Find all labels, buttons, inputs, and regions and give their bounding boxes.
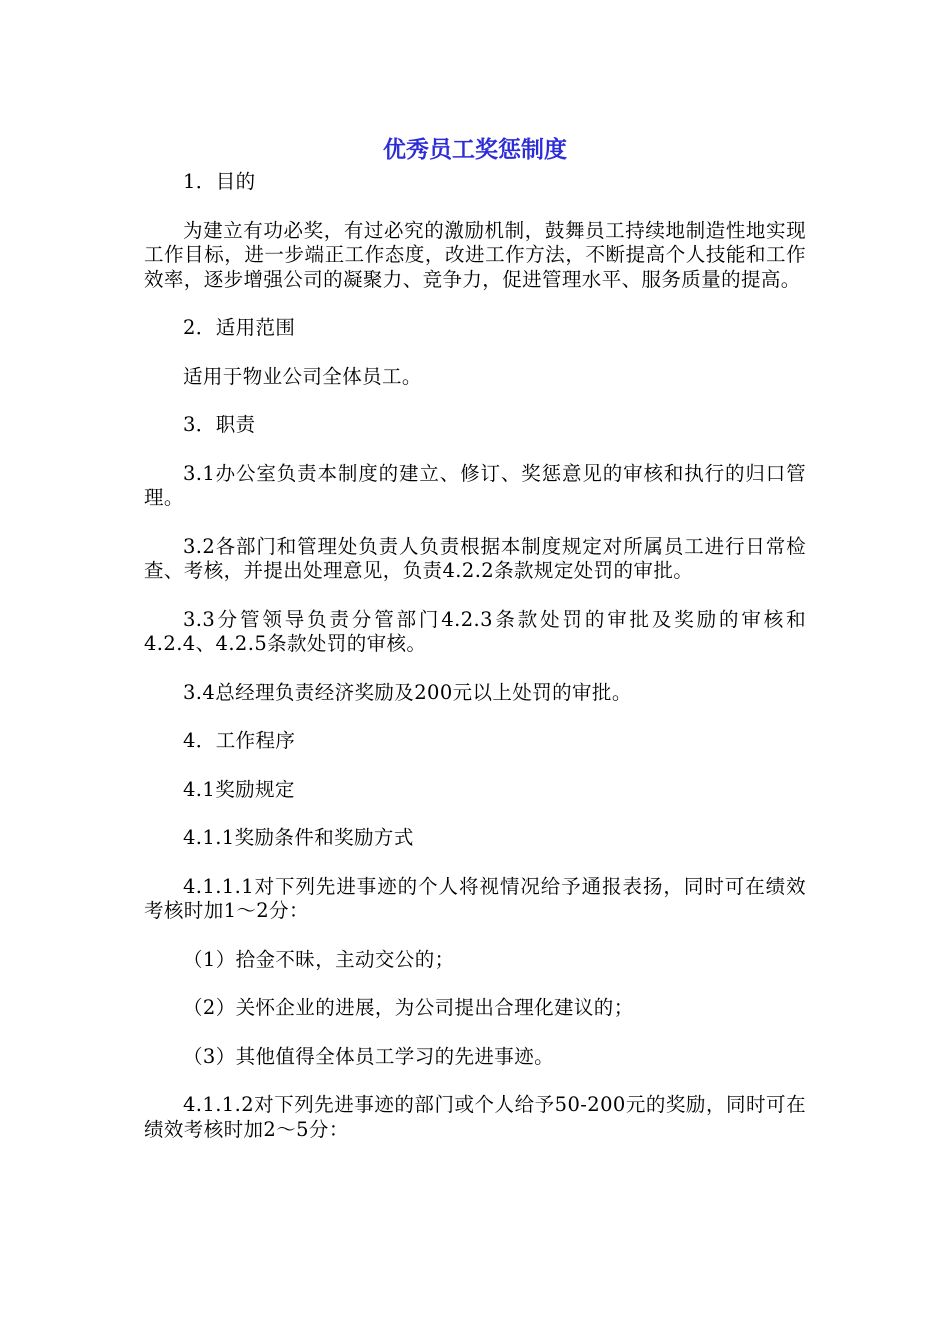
subsection-heading-rewards: 4.1奖励规定 (183, 777, 295, 801)
paragraph-duty-3-1: 3.1办公室负责本制度的建立、修订、奖惩意见的审核和执行的归口管理。 (144, 461, 806, 509)
paragraph-duty-3-3: 3.3分管领导负责分管部门4.2.3条款处罚的审批及奖励的审核和4.2.4、4.2.5条款处罚的审核。 (144, 607, 806, 655)
paragraph-scope: 适用于物业公司全体员工。 (183, 364, 422, 388)
paragraph-reward-4-1-1-2: 4.1.1.2对下列先进事迹的部门或个人给予50-200元的奖励，同时可在绩效考核时加2～5分： (144, 1093, 806, 1141)
paragraph-duty-3-2: 3.2各部门和管理处负责人负责根据本制度规定对所属员工进行日常检查、考核，并提出处理意见，负责4.2.2条款规定处罚的审批。 (144, 534, 806, 582)
paragraph-reward-4-1-1-1: 4.1.1.1对下列先进事迹的个人将视情况给予通报表扬，同时可在绩效考核时加1～2分： (144, 874, 806, 922)
list-item-reward-2: （2）关怀企业的进展，为公司提出合理化建议的； (183, 996, 634, 1019)
paragraph-duty-3-4: 3.4总经理负责经济奖励及200元以上处罚的审批。 (183, 680, 632, 704)
document-title: 优秀员工奖惩制度 (383, 137, 567, 163)
paragraph-purpose: 为建立有功必奖，有过必究的激励机制，鼓舞员工持续地制造性地实现工作目标，进一步端正工作态度，改进工作方法，不断提高个人技能和工作效率，逐步增强公司的凝聚力、竞争力，促进管理水平、服务质量的提高。 (144, 218, 806, 291)
document-body (144, 170, 806, 1166)
list-item-reward-3: （3）其他值得全体员工学习的先进事迹。 (183, 1044, 555, 1068)
list-item-reward-1: （1）拾金不昧，主动交公的； (183, 947, 455, 971)
section-heading-purpose: 1．目的 (183, 170, 256, 193)
section-heading-procedure: 4．工作程序 (183, 729, 296, 752)
subsection-heading-reward-conditions: 4.1.1奖励条件和奖励方式 (183, 826, 414, 849)
section-heading-duties: 3．职责 (183, 413, 256, 436)
section-heading-scope: 2．适用范围 (183, 316, 296, 339)
